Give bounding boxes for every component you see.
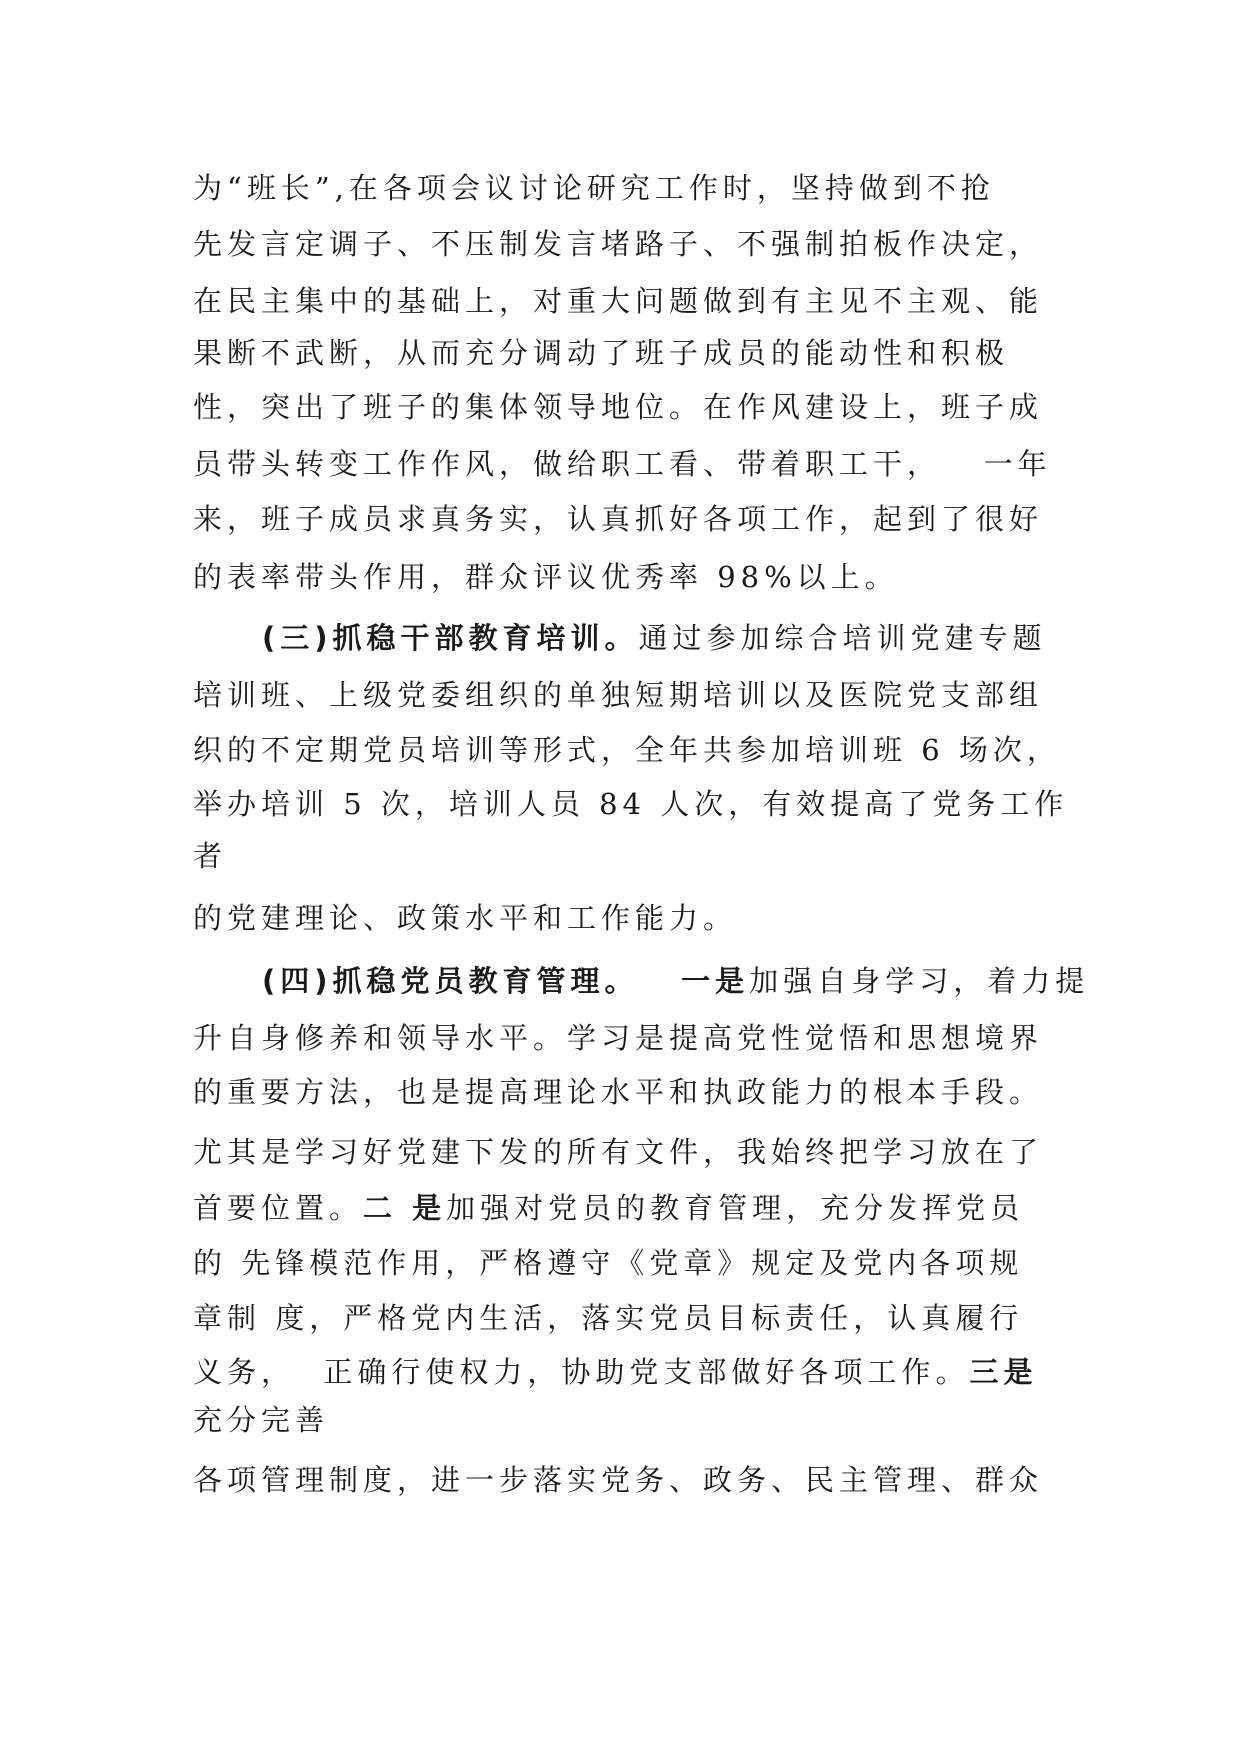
paragraph-line: 尤其是学习好党建下发的所有文件，我始终把学习放在了 (193, 1135, 1044, 1169)
paragraph-line-with-label: 义务， 正确行使权力，协助党支部做好各项工作。三是 (193, 1355, 1038, 1389)
section-4-text: 加强自身学习，着力提 (749, 964, 1090, 998)
section-4-first-line (262, 963, 1089, 999)
paragraph-line: 充分完善 (193, 1403, 330, 1437)
label-two: 二 是 (363, 1191, 447, 1225)
section-3-heading: (三)抓稳干部教育培训。 (262, 621, 639, 655)
paragraph-line: 的重要方法，也是提高理论水平和执政能力的根本手段。 (193, 1075, 1044, 1109)
paragraph-line: 为“班长”,在各项会议讨论研究工作时，坚持做到不抢 (193, 171, 995, 205)
paragraph-line: 在民主集中的基础上，对重大问题做到有主见不主观、能 (193, 284, 1044, 318)
section-3-first-line (262, 620, 1047, 656)
paragraph-line-with-label: 首要位置。二 是加强对党员的教育管理，充分发挥党员 (193, 1191, 1025, 1225)
paragraph-line: 的 先锋模范作用，严格遵守《党章》规定及党内各项规 (193, 1246, 1024, 1280)
paragraph-line: 来，班子成员求真务实，认真抓好各项工作，起到了很好 (193, 502, 1044, 536)
paragraph-line: 各项管理制度，进一步落实党务、政务、民主管理、群众 (193, 1463, 1044, 1497)
section-3-text: 通过参加综合培训党建专题 (638, 621, 1047, 655)
paragraph-line: 章制 度，严格党内生活，落实党员目标责任，认真履行 (193, 1301, 1024, 1335)
paragraph-line: 果断不武断，从而充分调动了班子成员的能动性和积极 (193, 336, 1010, 370)
paragraph-line: 织的不定期党员培训等形式，全年共参加培训班 6 场次， (193, 733, 1061, 767)
paragraph-line: 先发言定调子、不压制发言堵路子、不强制拍板作决定， (193, 227, 1044, 261)
paragraph-line: 举办培训 5 次，培训人员 84 人次，有效提高了党务工作 (193, 787, 1069, 821)
label-one: 一是 (681, 964, 750, 998)
paragraph-line: 的党建理论、政策水平和工作能力。 (193, 901, 738, 935)
paragraph-line: 者 (193, 839, 228, 873)
paragraph-line: 培训班、上级党委组织的单独短期培训以及医院党支部组 (193, 678, 1044, 712)
paragraph-line: 员带头转变工作作风，做给职工看、带着职工干， 一年 (193, 447, 1052, 481)
paragraph-line: 性，突出了班子的集体领导地位。在作风建设上，班子成 (193, 390, 1044, 424)
paragraph-line: 的表率带头作用，群众评议优秀率 98%以上。 (193, 560, 899, 594)
paragraph-line: 升自身修养和领导水平。学习是提高党性觉悟和思想境界 (193, 1021, 1044, 1055)
label-three: 三是 (969, 1355, 1038, 1389)
section-4-heading: (四)抓稳党员教育管理。 (262, 964, 639, 998)
